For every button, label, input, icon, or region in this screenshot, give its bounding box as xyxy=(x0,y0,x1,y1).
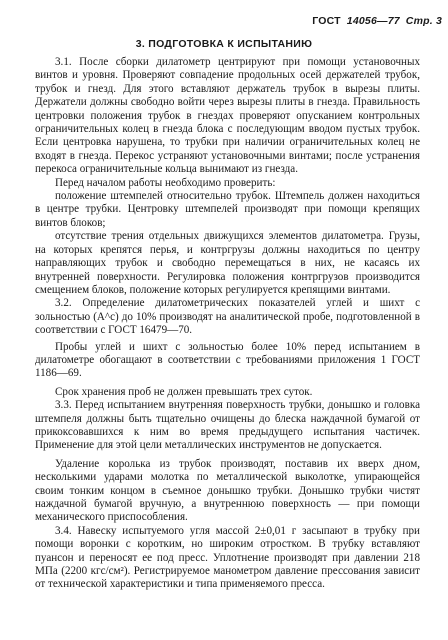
page-number: Стр. 3 xyxy=(405,15,442,27)
document-body xyxy=(35,56,420,592)
paragraph-3-2: 3.2. Определение дилатометрических показателей углей и шихт с зольностью (A^c) до 10% производят на аналитической пробе, подготовленной в соответствии с ГОСТ 16479—70. xyxy=(35,297,420,337)
paragraph-removal: Удаление королька из трубок производят, поставив их вверх дном, несколькими ударами молотка по металлической выколотке, упирающейся своим тонким концом в съемное донышко трубки. Донышко трубки чистят наждачной бумагой вручную, а внутреннюю поверхность — при помощи механического приспособления. xyxy=(35,457,420,524)
paragraph-no-friction: отсутствие трения отдельных движущихся элементов дилатометра. Грузы, на которых крепятся перья, и контргрузы должны находиться по центру направляющих трубок и свободно перемещаться в них, не касаясь их внутренней поверхности. Регулировка положения контргрузов производится смещением блоков, положение которых регулируется крепящими винтами. xyxy=(35,230,420,296)
paragraph-3-1: 3.1. После сборки дилатометр центрируют при помощи установочных винтов и уровня. Проверяют совпадение продольных осей держателей трубок, трубок и гнезд. Для этого вставляют держатель трубок в вырезы плиты. Держатели должны свободно войти через вырезы плиты в гнезда. Правильность центровки положения трубок в гнездах проверяют опусканием контрольных ограничительных колец в гнезда блока с последующим вводом пустых трубок. Если центровка нарушена, то трубки при наличии ограничительных колец не входят в гнезда. Перекос устраняют установочными винтами; после устранения перекоса ограничительные кольца вынимают из гнезда. xyxy=(35,56,420,176)
paragraph-stamp-position: положение штемпелей относительно трубок. Штемпель должен находиться в центре трубки. Центровку штемпелей производят при помощи крепящих винтов блоков; xyxy=(35,190,420,229)
standard-label: ГОСТ xyxy=(312,15,341,27)
paragraph-storage-term: Срок хранения проб не должен превышать трех суток. xyxy=(55,385,313,398)
paragraph-ash-samples: Пробы углей и шихт с зольностью более 10% перед испытанием в дилатометре обогащают в соответствии с требованиями приложения 1 ГОСТ 1186—69. xyxy=(35,340,420,380)
paragraph-3-4: 3.4. Навеску испытуемого угля массой 2±0,01 г засыпают в трубку при помощи воронки с коротким, но широким отростком. В трубку вставляют пуансон и переносят ее под пресс. Уплотнение производят при давлении 218 МПа (2200 кгс/см²). Регистрируемое манометром давление прессования зависит от технической характеристики и типа применяемого пресса. xyxy=(35,524,420,591)
paragraph-check-intro: Перед началом работы необходимо проверить: xyxy=(55,176,276,189)
section-title: 3. ПОДГОТОВКА К ИСПЫТАНИЮ xyxy=(135,38,313,50)
standard-number: 14056—77 xyxy=(346,15,400,27)
page-header xyxy=(312,15,442,27)
paragraph-3-3: 3.3. Перед испытанием внутренняя поверхность трубки, донышко и головка штемпеля должны быть тщательно очищены до блеска наждачной бумагой от прикоксовавшихся к ним во время предыдущего испытания частичек. Применение для этой цели металлических инструментов не допускается. xyxy=(35,399,420,452)
